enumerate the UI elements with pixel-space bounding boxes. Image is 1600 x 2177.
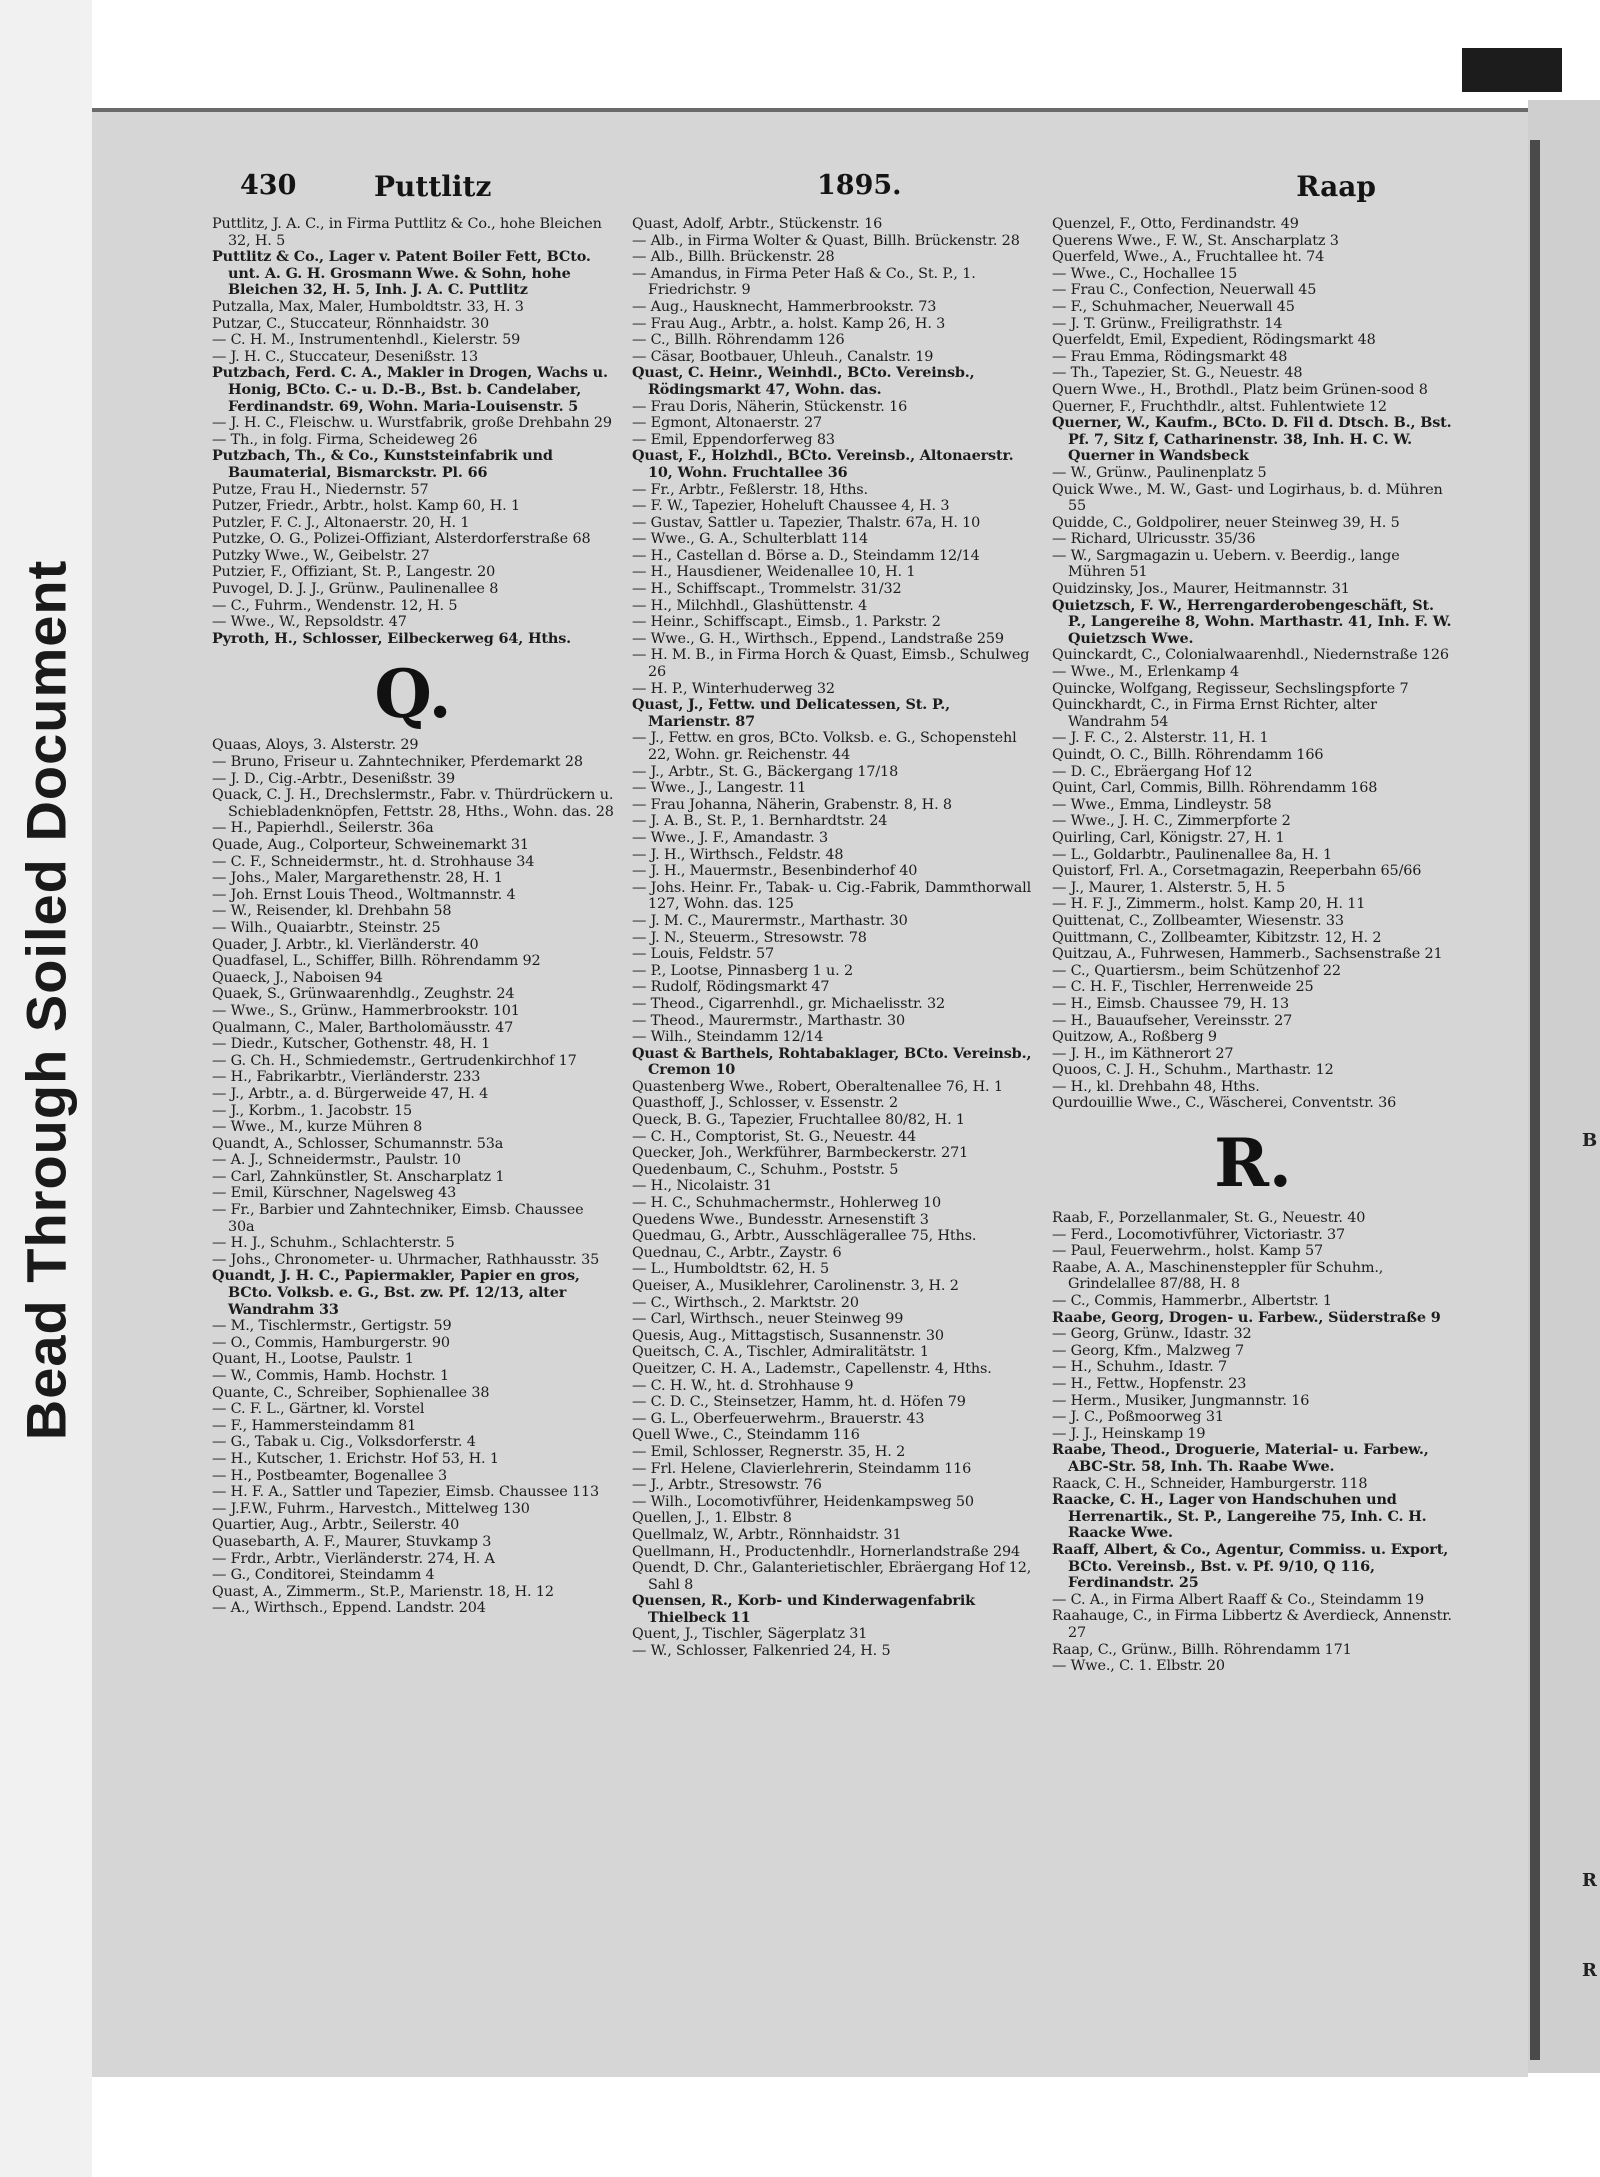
- directory-entry: — F., Schuhmacher, Neuerwall 45: [1052, 298, 1295, 315]
- directory-entry: Queitsch, C. A., Tischler, Admiralitätstr. 1: [632, 1344, 929, 1361]
- directory-entry: Raack, C. H., Schneider, Hamburgerstr. 118: [1052, 1475, 1368, 1492]
- directory-entry: — C. D. C., Steinsetzer, Hamm, ht. d. Höfen 79: [632, 1394, 966, 1411]
- directory-entry: Quell Wwe., C., Steindamm 116: [632, 1427, 860, 1444]
- directory-entry: Putzalla, Max, Maler, Humboldtstr. 33, H. 3: [212, 298, 524, 315]
- directory-entry: — J., Maurer, 1. Alsterstr. 5, H. 5: [1052, 879, 1286, 896]
- directory-entry: — Fr., Arbtr., Feßlerstr. 18, Hths.: [632, 481, 868, 498]
- directory-entry: — C. H. M., Instrumentenhdl., Kielerstr. 59: [212, 332, 521, 349]
- directory-entry: Quietzsch, F. W., Herrengarderobengeschäft, St. P., Langereihe 8, Wohn. Marthastr. 41, Inh. F. W. Quietzsch Wwe.: [1052, 596, 1452, 647]
- directory-entry: Puttlitz & Co., Lager v. Patent Boiler Fett, BCto. unt. A. G. H. Grosmann Wwe. & Sohn, hohe Bleichen 32, H. 5, Inh. J. A. C. Puttlitz: [212, 248, 591, 299]
- directory-entry: — G., Tabak u. Cig., Volksdorferstr. 4: [212, 1434, 476, 1451]
- directory-entry: — P., Lootse, Pinnasberg 1 u. 2: [632, 962, 854, 979]
- directory-entry: — H., kl. Drehbahn 48, Hths.: [1052, 1078, 1260, 1095]
- directory-entry: Queck, B. G., Tapezier, Fruchtallee 80/82, H. 1: [632, 1112, 965, 1129]
- directory-entry: — Diedr., Kutscher, Gothenstr. 48, H. 1: [212, 1036, 491, 1053]
- directory-entry: — J. A. B., St. P., 1. Bernhardtstr. 24: [632, 813, 888, 830]
- directory-entry: Raahauge, C., in Firma Libbertz & Averdieck, Annenstr. 27: [1052, 1608, 1452, 1641]
- page-number: 430: [240, 170, 297, 201]
- directory-entry: — J. H. C., Stuccateur, Desenißstr. 13: [212, 348, 478, 365]
- directory-entry: — Wwe., Emma, Lindleystr. 58: [1052, 796, 1272, 813]
- directory-entry: Quastenberg Wwe., Robert, Oberaltenallee 76, H. 1: [632, 1078, 1003, 1095]
- directory-entry: — Georg, Kfm., Malzweg 7: [1052, 1342, 1245, 1359]
- directory-entry: Quast, A., Zimmerm., St.P., Marienstr. 18, H. 12: [212, 1583, 554, 1600]
- directory-entry: — Gustav, Sattler u. Tapezier, Thalstr. 67a, H. 10: [632, 514, 981, 531]
- directory-entry: — W., Sargmagazin u. Uebern. v. Beerdig., lange Mühren 51: [1052, 547, 1400, 581]
- directory-entry: — Wwe., C. 1. Elbstr. 20: [1052, 1658, 1225, 1675]
- directory-entry: Quick Wwe., M. W., Gast- und Logirhaus, b. d. Mühren 55: [1052, 481, 1443, 515]
- directory-entry: — A., Wirthsch., Eppend. Landstr. 204: [212, 1600, 486, 1617]
- page-fold-shadow: [1530, 140, 1540, 2060]
- directory-entry: — C. F. L., Gärtner, kl. Vorstel: [212, 1401, 425, 1418]
- directory-entry: Quaeck, J., Naboisen 94: [212, 969, 383, 986]
- directory-entry: — Rudolf, Rödingsmarkt 47: [632, 979, 830, 996]
- directory-entry: Querner, F., Fruchthdlr., altst. Fuhlentwiete 12: [1052, 398, 1387, 415]
- directory-entry: — Georg, Grünw., Idastr. 32: [1052, 1326, 1252, 1343]
- directory-entry: Quint, Carl, Commis, Billh. Röhrendamm 168: [1052, 780, 1378, 797]
- directory-entry: Quoos, C. J. H., Schuhm., Marthastr. 12: [1052, 1062, 1334, 1079]
- directory-entry: Quellmalz, W., Arbtr., Rönnhaidstr. 31: [632, 1526, 902, 1543]
- directory-entry: Querens Wwe., F. W., St. Anscharplatz 3: [1052, 232, 1339, 249]
- directory-entry: Quante, C., Schreiber, Sophienallee 38: [212, 1384, 490, 1401]
- directory-entry: Quednau, C., Arbtr., Zaystr. 6: [632, 1244, 842, 1261]
- directory-entry: — Aug., Hausknecht, Hammerbrookstr. 73: [632, 298, 937, 315]
- directory-entry: Putzbach, Ferd. C. A., Makler in Drogen, Wachs u. Honig, BCto. C.- u. D.-B., Bst. b. Candelaber, Ferdinandstr. 69, Wohn. Maria-Louisenstr. 5: [212, 364, 608, 415]
- directory-entry: — Wwe., G. H., Wirthsch., Eppend., Landstraße 259: [632, 630, 1004, 647]
- directory-entry: — Amandus, in Firma Peter Haß & Co., St. P., 1. Friedrichstr. 9: [632, 265, 976, 299]
- directory-entry: — O., Commis, Hamburgerstr. 90: [212, 1334, 450, 1351]
- directory-entry: — Frl. Helene, Clavierlehrerin, Steindamm 116: [632, 1460, 972, 1477]
- directory-entry: Quittenat, C., Zollbeamter, Wiesenstr. 33: [1052, 912, 1344, 929]
- directory-entry: Quirling, Carl, Königstr. 27, H. 1: [1052, 829, 1285, 846]
- directory-entry: — H., Papierhdl., Seilerstr. 36a: [212, 820, 434, 837]
- directory-entry: Quellmann, H., Productenhdlr., Hornerlandstraße 294: [632, 1543, 1020, 1560]
- directory-entry: — C. H., Comptorist, St. G., Neuestr. 44: [632, 1128, 916, 1145]
- directory-entry: Quensen, R., Korb- und Kinderwagenfabrik Thielbeck 11: [632, 1592, 975, 1626]
- directory-entry: — C. H. W., ht. d. Strohhause 9: [632, 1377, 854, 1394]
- directory-entry: Puvogel, D. J. J., Grünw., Paulinenallee 8: [212, 581, 499, 598]
- directory-entry: — Johs., Chronometer- u. Uhrmacher, Rathhausstr. 35: [212, 1251, 600, 1268]
- directory-entry: Queiser, A., Musiklehrer, Carolinenstr. 3, H. 2: [632, 1278, 959, 1294]
- directory-entry: Quasthoff, J., Schlosser, v. Essenstr. 2: [632, 1095, 898, 1112]
- directory-entry: — J. H., Mauermstr., Besenbinderhof 40: [632, 863, 918, 880]
- directory-entry: Quedenbaum, C., Schuhm., Poststr. 5: [632, 1161, 899, 1178]
- directory-entry: — J. H., im Käthnerort 27: [1052, 1045, 1234, 1062]
- directory-entry: — J. C., Poßmoorweg 31: [1052, 1409, 1224, 1426]
- directory-entry: — Johs., Maler, Margarethenstr. 28, H. 1: [212, 870, 503, 887]
- directory-entry: Querfeldt, Emil, Expedient, Rödingsmarkt 48: [1052, 332, 1376, 349]
- directory-entry: — C., Wirthsch., 2. Marktstr. 20: [632, 1294, 859, 1311]
- directory-entry: — H. F. J., Zimmerm., holst. Kamp 20, H. 11: [1052, 896, 1366, 913]
- directory-entry: — H., Nicolaistr. 31: [632, 1178, 772, 1195]
- directory-entry: — C., Quartiersm., beim Schützenhof 22: [1052, 962, 1341, 979]
- directory-entry: — C., Billh. Röhrendamm 126: [632, 332, 845, 349]
- directory-entry: Putzier, F., Offiziant, St. P., Langestr. 20: [212, 564, 496, 581]
- directory-entry: — Wwe., M., Erlenkamp 4: [1052, 664, 1239, 681]
- directory-entry: — H. M. B., in Firma Horch & Quast, Eimsb., Schulweg 26: [632, 647, 1030, 681]
- directory-column-2: [632, 216, 1034, 2056]
- directory-entry: — Frau Johanna, Näherin, Grabenstr. 8, H. 8: [632, 796, 952, 813]
- directory-entry: Querfeld, Wwe., A., Fruchtallee ht. 74: [1052, 249, 1325, 266]
- directory-entry: — H., Schiffscapt., Trommelstr. 31/32: [632, 581, 902, 598]
- directory-entry: — W., Grünw., Paulinenplatz 5: [1052, 464, 1267, 481]
- fold-mark: R: [1582, 1960, 1597, 1981]
- directory-entry: Quittmann, C., Zollbeamter, Kibitzstr. 12, H. 2: [1052, 929, 1382, 946]
- directory-column-3: [1052, 216, 1454, 2056]
- directory-entry: — Egmont, Altonaerstr. 27: [632, 415, 823, 432]
- directory-entry: — Carl, Wirthsch., neuer Steinweg 99: [632, 1311, 904, 1328]
- directory-entry: Quinckhardt, C., in Firma Ernst Richter, alter Wandrahm 54: [1052, 697, 1377, 730]
- directory-entry: — Wilh., Quaiarbtr., Steinstr. 25: [212, 919, 441, 936]
- side-stamp: [0, 0, 92, 2177]
- directory-entry: — Theod., Maurermstr., Marthastr. 30: [632, 1012, 905, 1029]
- directory-entry: — Alb., in Firma Wolter & Quast, Billh. Brückenstr. 28: [632, 232, 1020, 249]
- directory-entry: — Wwe., S., Grünw., Hammerbrookstr. 101: [212, 1002, 520, 1019]
- directory-entry: — H. J., Schuhm., Schlachterstr. 5: [212, 1235, 455, 1252]
- directory-entry: — H., Milchhdl., Glashüttenstr. 4: [632, 597, 868, 614]
- directory-entry: Quartier, Aug., Arbtr., Seilerstr. 40: [212, 1517, 460, 1534]
- directory-entry: Quent, J., Tischler, Sägerplatz 31: [632, 1626, 868, 1643]
- directory-entry: Putze, Frau H., Niedernstr. 57: [212, 481, 429, 498]
- header-year: 1895.: [817, 170, 902, 201]
- directory-entry: — W., Reisender, kl. Drehbahn 58: [212, 903, 452, 920]
- directory-entry: Quasebarth, A. F., Maurer, Stuvkamp 3: [212, 1533, 492, 1550]
- directory-entry: Putzbach, Th., & Co., Kunststeinfabrik und Baumaterial, Bismarckstr. Pl. 66: [212, 447, 553, 481]
- directory-entry: Quenzel, F., Otto, Ferdinandstr. 49: [1052, 216, 1299, 232]
- directory-entry: — J., Fettw. en gros, BCto. Volksb. e. G., Schopenstehl 22, Wohn. gr. Reichenstr. 44: [632, 730, 1017, 763]
- directory-entry: Quade, Aug., Colporteur, Schweinemarkt 31: [212, 837, 529, 853]
- directory-entry: — J. D., Cig.-Arbtr., Desenißstr. 39: [212, 770, 456, 787]
- directory-entry: — C., Commis, Hammerbr., Albertstr. 1: [1052, 1293, 1332, 1310]
- directory-entry: Quidzinsky, Jos., Maurer, Heitmannstr. 31: [1052, 581, 1350, 598]
- directory-entry: Quindt, O. C., Billh. Röhrendamm 166: [1052, 747, 1324, 763]
- directory-entry: — Carl, Zahnkünstler, St. Anscharplatz 1: [212, 1168, 505, 1185]
- directory-entry: — W., Commis, Hamb. Hochstr. 1: [212, 1368, 450, 1384]
- directory-entry: — H., Fabrikarbtr., Vierländerstr. 233: [212, 1069, 481, 1086]
- directory-entry: Qurdouillie Wwe., C., Wäscherei, Conventstr. 36: [1052, 1095, 1397, 1112]
- directory-entry: Quitzau, A., Fuhrwesen, Hammerb., Sachsenstraße 21: [1052, 946, 1443, 963]
- directory-entry: — L., Humboldtstr. 62, H. 5: [632, 1261, 830, 1278]
- directory-entry: — Fr., Barbier und Zahntechniker, Eimsb. Chaussee 30a: [212, 1202, 584, 1235]
- directory-entry: Raap, C., Grünw., Billh. Röhrendamm 171: [1052, 1641, 1352, 1658]
- directory-entry: — H., Hausdiener, Weidenallee 10, H. 1: [632, 564, 916, 581]
- directory-entry: — Heinr., Schiffscapt., Eimsb., 1. Parkstr. 2: [632, 614, 941, 631]
- directory-entry: Raabe, Georg, Drogen- u. Farbew., Süderstraße 9: [1052, 1308, 1441, 1326]
- directory-entry: — H., Castellan d. Börse a. D., Steindamm 12/14: [632, 547, 980, 564]
- directory-entry: — Paul, Feuerwehrm., holst. Kamp 57: [1052, 1243, 1324, 1260]
- directory-entry: — Frau Aug., Arbtr., a. holst. Kamp 26, H. 3: [632, 315, 946, 332]
- directory-entry: Quincke, Wolfgang, Regisseur, Sechslingspforte 7: [1052, 680, 1409, 697]
- directory-column-1: [212, 216, 614, 2056]
- directory-entry: Quandt, A., Schlosser, Schumannstr. 53a: [212, 1135, 504, 1152]
- directory-entry: — Frau Doris, Näherin, Stückenstr. 16: [632, 398, 908, 415]
- directory-entry: — Wwe., G. A., Schulterblatt 114: [632, 531, 868, 548]
- directory-entry: — Frau Emma, Rödingsmarkt 48: [1052, 348, 1288, 365]
- directory-entry: — Wilh., Locomotivführer, Heidenkampsweg 50: [632, 1493, 974, 1510]
- directory-entry: — F., Hammersteindamm 81: [212, 1417, 417, 1434]
- directory-entry: — H., Postbeamter, Bogenallee 3: [212, 1467, 448, 1484]
- directory-entry: — Emil, Eppendorferweg 83: [632, 431, 835, 448]
- directory-entry: Quesis, Aug., Mittagstisch, Susannenstr. 30: [632, 1327, 944, 1344]
- directory-entry: — Wwe., M., kurze Mühren 8: [212, 1119, 423, 1136]
- header-right-keyword: Raap: [1296, 170, 1376, 203]
- directory-entry: — Ferd., Locomotivführer, Victoriastr. 37: [1052, 1226, 1346, 1243]
- directory-entry: — Alb., Billh. Brückenstr. 28: [632, 249, 835, 266]
- side-stamp-text: Bead Through Soiled Document: [14, 559, 78, 1441]
- directory-entry: Quant, H., Lootse, Paulstr. 1: [212, 1351, 414, 1368]
- directory-entry: Quadfasel, L., Schiffer, Billh. Röhrendamm 92: [212, 953, 541, 970]
- directory-entry: — H., Schuhm., Idastr. 7: [1052, 1359, 1227, 1376]
- directory-entry: Raabe, Theod., Droguerie, Material- u. Farbew., ABC-Str. 58, Inh. Th. Raabe Wwe.: [1052, 1441, 1429, 1475]
- directory-entry: Quedmau, G., Arbtr., Ausschlägerallee 75, Hths.: [632, 1228, 977, 1245]
- directory-entry: — C. H. F., Tischler, Herrenweide 25: [1052, 979, 1314, 996]
- directory-entry: — D. C., Ebräergang Hof 12: [1052, 763, 1253, 780]
- directory-entry: — F. W., Tapezier, Hoheluft Chaussee 4, H. 3: [632, 498, 950, 515]
- directory-entry: Quendt, D. Chr., Galanterietischler, Ebräergang Hof 12, Sahl 8: [632, 1560, 1032, 1593]
- directory-entry: — A. J., Schneidermstr., Paulstr. 10: [212, 1152, 461, 1169]
- directory-entry: — Wwe., J., Langestr. 11: [632, 780, 807, 797]
- page-header: [92, 170, 1528, 210]
- directory-entry: — M., Tischlermstr., Gertigstr. 59: [212, 1318, 452, 1335]
- directory-entry: — H. C., Schuhmachermstr., Hohlerweg 10: [632, 1195, 941, 1212]
- directory-entry: — H. F. A., Sattler und Tapezier, Eimsb. Chaussee 113: [212, 1484, 600, 1501]
- directory-entry: — Wilh., Steindamm 12/14: [632, 1029, 824, 1046]
- directory-entry: Quast & Barthels, Rohtabaklager, BCto. Vereinsb., Cremon 10: [632, 1044, 1032, 1079]
- directory-entry: Quast, C. Heinr., Weinhdl., BCto. Vereinsb., Rödingsmarkt 47, Wohn. das.: [632, 364, 975, 398]
- directory-entry: — H. P., Winterhuderweg 32: [632, 680, 835, 697]
- directory-entry: Quidde, C., Goldpolirer, neuer Steinweg 39, H. 5: [1052, 514, 1400, 531]
- directory-entry: Quedens Wwe., Bundesstr. Arnesenstift 3: [632, 1211, 929, 1228]
- directory-entry: Quandt, J. H. C., Papiermakler, Papier en gros, BCto. Volksb. e. G., Bst. zw. Pf. 12/13, alter Wandrahm 33: [212, 1267, 580, 1318]
- directory-entry: Quinckardt, C., Colonialwaarenhdl., Niedernstraße 126: [1052, 647, 1449, 664]
- directory-entry: — Th., in folg. Firma, Scheideweg 26: [212, 431, 478, 448]
- directory-entry: — J.F.W., Fuhrm., Harvestch., Mittelweg 130: [212, 1500, 530, 1517]
- directory-entry: — J., Arbtr., a. d. Bürgerweide 47, H. 4: [212, 1085, 489, 1102]
- section-letter: R.: [1214, 1124, 1292, 1203]
- directory-entry: — H., Fettw., Hopfenstr. 23: [1052, 1376, 1247, 1392]
- header-left-keyword: Puttlitz: [374, 170, 492, 203]
- directory-entry: — J. J., Heinskamp 19: [1052, 1425, 1206, 1442]
- directory-entry: — C. A., in Firma Albert Raaff & Co., Steindamm 19: [1052, 1591, 1424, 1608]
- directory-entry: — Wwe., C., Hochallee 15: [1052, 265, 1238, 282]
- directory-entry: — Herm., Musiker, Jungmannstr. 16: [1052, 1392, 1310, 1409]
- directory-entry: Quitzow, A., Roßberg 9: [1052, 1029, 1217, 1046]
- directory-entry: — C. F., Schneidermstr., ht. d. Strohhause 34: [212, 853, 535, 870]
- directory-entry: Quack, C. J. H., Drechslermstr., Fabr. v. Thürdrückern u. Schiebladenknöpfen, Fettstr. 28, Hths., Wohn. das. 28: [212, 787, 614, 820]
- directory-entry: Pyroth, H., Schlosser, Eilbeckerweg 64, Hths.: [212, 629, 572, 647]
- directory-entry: — J. T. Grünw., Freiligrathstr. 14: [1052, 315, 1283, 332]
- directory-entry: — H., Kutscher, 1. Erichstr. Hof 53, H. 1: [212, 1450, 499, 1467]
- directory-entry: Qualmann, C., Maler, Bartholomäusstr. 47: [212, 1019, 514, 1036]
- directory-entry: Putzer, Friedr., Arbtr., holst. Kamp 60, H. 1: [212, 498, 520, 515]
- directory-entry: — J. H., Wirthsch., Feldstr. 48: [632, 846, 844, 863]
- directory-entry: Raaff, Albert, & Co., Agentur, Commiss. u. Export, BCto. Vereinsb., Bst. v. Pf. 9/10, Q 116, Ferdinandstr. 25: [1052, 1540, 1449, 1592]
- directory-entry: — J. H. C., Fleischw. u. Wurstfabrik, große Drehbahn 29: [212, 415, 612, 432]
- directory-entry: — J. M. C., Maurermstr., Marthastr. 30: [632, 912, 908, 929]
- directory-entry: — Louis, Feldstr. 57: [632, 946, 775, 963]
- directory-entry: Putzky Wwe., W., Geibelstr. 27: [212, 547, 430, 564]
- directory-entry: — C., Fuhrm., Wendenstr. 12, H. 5: [212, 597, 458, 614]
- directory-entry: — Cäsar, Bootbauer, Uhleuh., Canalstr. 19: [632, 348, 934, 365]
- directory-entry: — Joh. Ernst Louis Theod., Woltmannstr. 4: [212, 886, 516, 903]
- directory-entry: — Frdr., Arbtr., Vierländerstr. 274, H. A: [212, 1550, 495, 1567]
- directory-entry: — Th., Tapezier, St. G., Neuestr. 48: [1052, 365, 1303, 382]
- directory-entry: Putzke, O. G., Polizei-Offiziant, Alsterdorferstraße 68: [212, 531, 591, 548]
- directory-entry: Putzar, C., Stuccateur, Rönnhaidstr. 30: [212, 315, 489, 332]
- binding-tab: [1462, 48, 1562, 92]
- directory-entry: — Wwe., W., Repsoldstr. 47: [212, 614, 407, 631]
- directory-entry: Putzler, F. C. J., Altonaerstr. 20, H. 1: [212, 514, 470, 531]
- directory-entry: — Richard, Ulricusstr. 35/36: [1052, 531, 1256, 548]
- directory-entry: — Bruno, Friseur u. Zahntechniker, Pferdemarkt 28: [212, 754, 583, 771]
- directory-entry: — Theod., Cigarrenhdl., gr. Michaelisstr. 32: [632, 995, 946, 1012]
- directory-entry: — J. F. C., 2. Alsterstr. 11, H. 1: [1052, 730, 1269, 747]
- directory-entry: Quast, J., Fettw. und Delicatessen, St. P., Marienstr. 87: [632, 696, 951, 730]
- directory-page: [92, 108, 1528, 2077]
- directory-entry: — L., Goldarbtr., Paulinenallee 8a, H. 1: [1052, 846, 1332, 863]
- directory-entry: Quecker, Joh., Werkführer, Barmbeckerstr. 271: [632, 1145, 969, 1162]
- directory-entry: Puttlitz, J. A. C., in Firma Puttlitz & Co., hohe Bleichen 32, H. 5: [212, 216, 602, 249]
- directory-entry: Quader, J. Arbtr., kl. Vierländerstr. 40: [212, 936, 479, 953]
- directory-entry: — J., Arbtr., St. G., Bäckergang 17/18: [632, 763, 899, 780]
- directory-entry: Quast, Adolf, Arbtr., Stückenstr. 16: [632, 216, 883, 232]
- directory-entry: — Wwe., J. H. C., Zimmerpforte 2: [1052, 813, 1291, 830]
- directory-entry: Raabe, A. A., Maschinensteppler für Schuhm., Grindelallee 87/88, H. 8: [1052, 1259, 1384, 1293]
- directory-entry: — J., Korbm., 1. Jacobstr. 15: [212, 1102, 412, 1119]
- directory-entry: — J., Arbtr., Stresowstr. 76: [632, 1477, 822, 1494]
- directory-entry: Quellen, J., 1. Elbstr. 8: [632, 1510, 792, 1527]
- fold-mark: R: [1582, 1870, 1597, 1891]
- directory-entry: — Emil, Kürschner, Nagelsweg 43: [212, 1185, 457, 1202]
- directory-entry: — G., Conditorei, Steindamm 4: [212, 1567, 435, 1584]
- directory-entry: — G. Ch. H., Schmiedemstr., Gertrudenkirchhof 17: [212, 1052, 577, 1069]
- directory-entry: — Frau C., Confection, Neuerwall 45: [1052, 282, 1317, 299]
- directory-entry: — W., Schlosser, Falkenried 24, H. 5: [632, 1643, 891, 1660]
- directory-entry: Querner, W., Kaufm., BCto. D. Fil d. Dtsch. B., Bst. Pf. 7, Sitz f, Catharinenstr. 38, Inh. H. C. W. Querner in Wandsbeck: [1052, 414, 1452, 465]
- next-page-fold-marks: [1580, 0, 1600, 2177]
- directory-entry: — Johs. Heinr. Fr., Tabak- u. Cig.-Fabrik, Dammthorwall 127, Wohn. das. 125: [632, 879, 1032, 913]
- directory-entry: Quern Wwe., H., Brothdl., Platz beim Grünen-sood 8: [1052, 381, 1428, 398]
- directory-entry: Raacke, C. H., Lager von Handschuhen und Herrenartik., St. P., Langereihe 75, Inh. C. H. Raacke Wwe.: [1052, 1491, 1427, 1542]
- directory-entry: Quaek, S., Grünwaarenhdlg., Zeughstr. 24: [212, 986, 515, 1003]
- directory-entry: Quaas, Aloys, 3. Alsterstr. 29: [212, 737, 419, 754]
- directory-entry: — H., Eimsb. Chaussee 79, H. 13: [1052, 995, 1290, 1012]
- directory-entry: — H., Bauaufseher, Vereinsstr. 27: [1052, 1012, 1293, 1029]
- fold-mark: B: [1582, 1130, 1598, 1151]
- directory-entry: Queitzer, C. H. A., Lademstr., Capellenstr. 4, Hths.: [632, 1360, 992, 1377]
- directory-entry: Quast, F., Holzhdl., BCto. Vereinsb., Altonaerstr. 10, Wohn. Fruchtallee 36: [632, 447, 1014, 481]
- directory-entry: — G. L., Oberfeuerwehrm., Brauerstr. 43: [632, 1410, 925, 1427]
- directory-entry: — J. N., Steuerm., Stresowstr. 78: [632, 929, 867, 946]
- directory-entry: Quistorf, Frl. A., Corsetmagazin, Reeperbahn 65/66: [1052, 863, 1422, 880]
- section-letter: Q.: [374, 655, 452, 734]
- directory-entry: — Emil, Schlosser, Regnerstr. 35, H. 2: [632, 1443, 906, 1460]
- directory-entry: — Wwe., J. F., Amandastr. 3: [632, 829, 828, 846]
- directory-entry: Raab, F., Porzellanmaler, St. G., Neuestr. 40: [1052, 1210, 1366, 1227]
